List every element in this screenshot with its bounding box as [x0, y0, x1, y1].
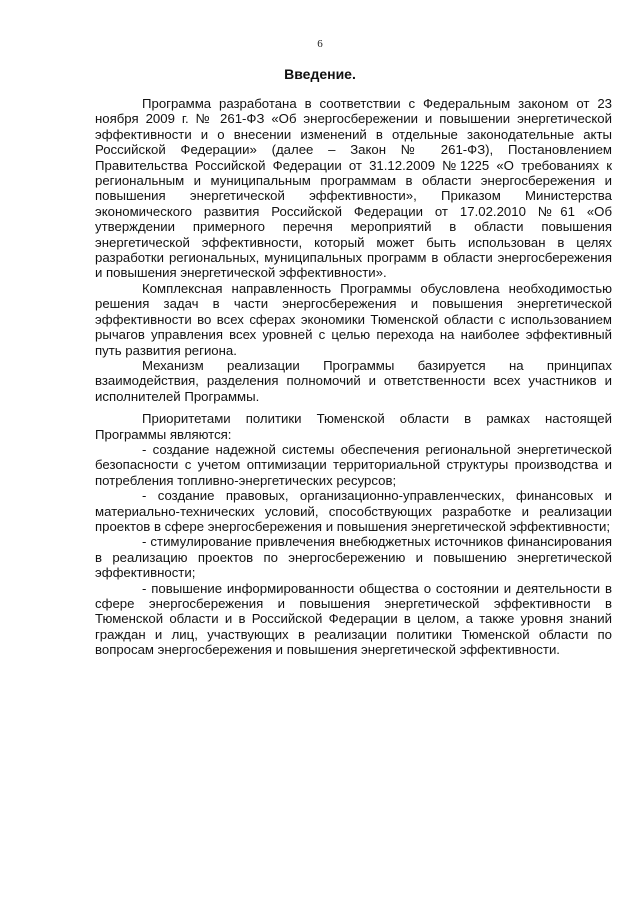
paragraph-direction: Комплексная направленность Программы обусловлена необходимостью решения задач в части энергосбережения и повышения энергетической эффективности во всех сферах экономики Тюменской области с использованием рычагов управления всех уровней с целью перехода на наиболее эффективный путь развития региона.: [95, 280, 612, 358]
priority-item: - создание правовых, организационно-управленческих, финансовых и материально-технических условий, способствующих разработке и реализации проектов в сфере энергосбережения и повышения энергетической эффективности;: [95, 488, 612, 534]
page-number: 6: [317, 38, 323, 50]
paragraph-basis: Программа разработана в соответствии с Федеральным законом от 23 ноября 2009 г. № 261-ФЗ «Об энергосбережении и повышении энергетической эффективности и о внесении изменений в отдельные законодательные акты Российской Федерации» (далее – Закон № 261-ФЗ), Постановлением Правительства Российской Федерации от 31.12.2009 №1225 «О требованиях к региональным и муниципальным программам в области энергосбережения и повышения энергетической эффективности», Приказом Министерства экономического развития Российской Федерации от 17.02.2010 №61 «Об утверждении примерного перечня мероприятий в области повышения энергетической эффективности, который может быть использован в целях разработки региональных, муниципальных программ в области энергосбережения и повышения энергетической эффективности».: [95, 96, 612, 281]
document-body: [95, 96, 612, 658]
priority-item: - стимулирование привлечения внебюджетных источников финансирования в реализацию проектов по энергосбережению и повышению энергетической эффективности;: [95, 534, 612, 581]
paragraph-mechanism: Механизм реализации Программы базируется на принципах взаимодействия, разделения полномочий и ответственности всех участников и исполнителей Программы.: [95, 357, 612, 404]
priority-item: - создание надежной системы обеспечения региональной энергетической безопасности с учетом оптимизации территориальной структуры производства и потребления топливно-энергетических ресурсов;: [95, 441, 612, 488]
section-title: Введение.: [284, 66, 356, 82]
priority-item: - повышение информированности общества о состоянии и деятельности в сфере энергосбережения и повышения энергетической эффективности в Тюменской области и в Российской Федерации в целом, а также уровня знаний граждан и лиц, участвующих в реализации политики Тюменской области по вопросам энергосбережения и повышения энергетической эффективности.: [95, 580, 612, 658]
paragraph-priorities-intro: Приоритетами политики Тюменской области в рамках настоящей Программы являются:: [95, 411, 612, 442]
